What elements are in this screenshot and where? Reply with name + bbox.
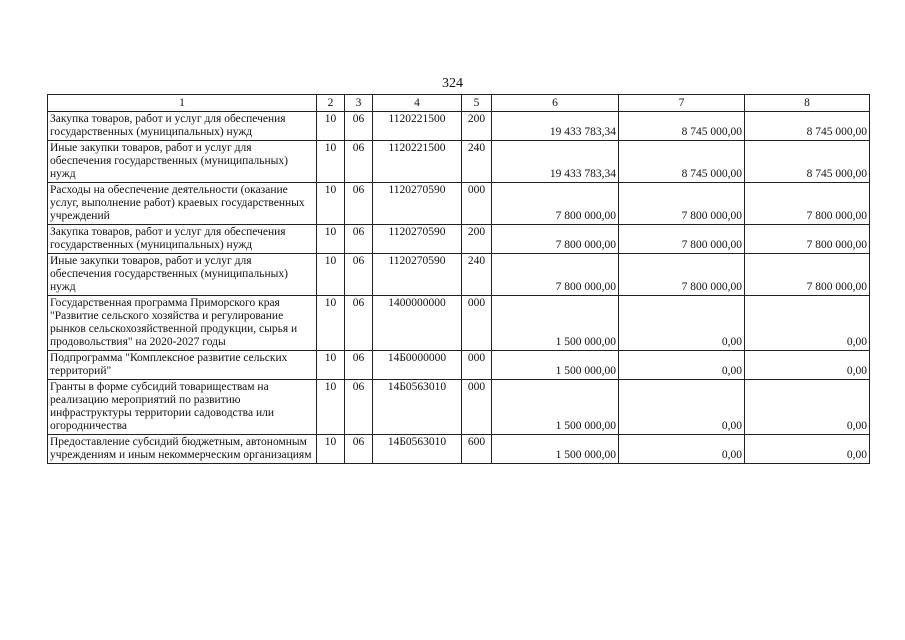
subsection-code: 06: [345, 112, 373, 141]
amount-col6: 1 500 000,00: [492, 296, 619, 351]
amount-col6: 7 800 000,00: [492, 225, 619, 254]
amount-col7: 0,00: [619, 351, 745, 380]
subsection-code: 06: [345, 435, 373, 464]
amount-col8: 0,00: [745, 351, 870, 380]
expense-type-code: 000: [462, 296, 492, 351]
header-cell: 3: [345, 95, 373, 112]
header-cell: 2: [317, 95, 345, 112]
expense-type-code: 240: [462, 141, 492, 183]
section-code: 10: [317, 141, 345, 183]
target-article-code: 1120270590: [373, 254, 462, 296]
section-code: 10: [317, 112, 345, 141]
expense-type-code: 000: [462, 380, 492, 435]
item-name: Закупка товаров, работ и услуг для обеспечения государственных (муниципальных) нужд: [48, 225, 317, 254]
target-article-code: 14Б0563010: [373, 380, 462, 435]
item-name: Закупка товаров, работ и услуг для обеспечения государственных (муниципальных) нужд: [48, 112, 317, 141]
table-row: [48, 296, 870, 351]
amount-col7: 7 800 000,00: [619, 183, 745, 225]
amount-col8: 7 800 000,00: [745, 225, 870, 254]
target-article-code: 1120221500: [373, 141, 462, 183]
subsection-code: 06: [345, 296, 373, 351]
item-name: Иные закупки товаров, работ и услуг для обеспечения государственных (муниципальных) нужд: [48, 254, 317, 296]
target-article-code: 1120221500: [373, 112, 462, 141]
section-code: 10: [317, 380, 345, 435]
expense-type-code: 200: [462, 112, 492, 141]
amount-col8: 7 800 000,00: [745, 254, 870, 296]
expense-type-code: 240: [462, 254, 492, 296]
expense-type-code: 000: [462, 183, 492, 225]
page-number: 324: [442, 76, 463, 91]
expense-type-code: 000: [462, 351, 492, 380]
header-cell: 1: [48, 95, 317, 112]
header-cell: 8: [745, 95, 870, 112]
amount-col8: 8 745 000,00: [745, 112, 870, 141]
target-article-code: 14Б0563010: [373, 435, 462, 464]
target-article-code: 1120270590: [373, 225, 462, 254]
amount-col6: 7 800 000,00: [492, 254, 619, 296]
amount-col6: 1 500 000,00: [492, 380, 619, 435]
item-name: Гранты в форме субсидий товариществам на реализацию мероприятий по развитию инфраструктуры территории садоводства или огородничества: [48, 380, 317, 435]
header-cell: 5: [462, 95, 492, 112]
item-name: Подпрограмма "Комплексное развитие сельских территорий": [48, 351, 317, 380]
subsection-code: 06: [345, 225, 373, 254]
expense-type-code: 200: [462, 225, 492, 254]
table-row: [48, 183, 870, 225]
subsection-code: 06: [345, 351, 373, 380]
amount-col6: 19 433 783,34: [492, 141, 619, 183]
amount-col8: 8 745 000,00: [745, 141, 870, 183]
header-cell: 7: [619, 95, 745, 112]
subsection-code: 06: [345, 380, 373, 435]
header-cell: 6: [492, 95, 619, 112]
item-name: Государственная программа Приморского края "Развитие сельского хозяйства и регулирование рынков сельскохозяйственной продукции, сырья и продовольствия" на 2020-2027 годы: [48, 296, 317, 351]
section-code: 10: [317, 435, 345, 464]
table-row: [48, 435, 870, 464]
table-row: [48, 141, 870, 183]
amount-col6: 1 500 000,00: [492, 435, 619, 464]
table-row: [48, 380, 870, 435]
table-row: [48, 254, 870, 296]
amount-col8: 0,00: [745, 380, 870, 435]
amount-col7: 0,00: [619, 435, 745, 464]
amount-col6: 7 800 000,00: [492, 183, 619, 225]
subsection-code: 06: [345, 183, 373, 225]
header-row: [48, 95, 870, 112]
subsection-code: 06: [345, 141, 373, 183]
section-code: 10: [317, 351, 345, 380]
amount-col6: 1 500 000,00: [492, 351, 619, 380]
amount-col6: 19 433 783,34: [492, 112, 619, 141]
amount-col7: 7 800 000,00: [619, 254, 745, 296]
amount-col7: 0,00: [619, 296, 745, 351]
expense-type-code: 600: [462, 435, 492, 464]
item-name: Расходы на обеспечение деятельности (оказание услуг, выполнение работ) краевых государственных учреждений: [48, 183, 317, 225]
section-code: 10: [317, 183, 345, 225]
subsection-code: 06: [345, 254, 373, 296]
item-name: Иные закупки товаров, работ и услуг для обеспечения государственных (муниципальных) нужд: [48, 141, 317, 183]
amount-col8: 7 800 000,00: [745, 183, 870, 225]
table-row: [48, 112, 870, 141]
table-row: [48, 351, 870, 380]
section-code: 10: [317, 225, 345, 254]
amount-col7: 8 745 000,00: [619, 112, 745, 141]
target-article-code: 14Б0000000: [373, 351, 462, 380]
item-name: Предоставление субсидий бюджетным, автономным учреждениям и иным некоммерческим организациям: [48, 435, 317, 464]
amount-col7: 8 745 000,00: [619, 141, 745, 183]
section-code: 10: [317, 254, 345, 296]
section-code: 10: [317, 296, 345, 351]
amount-col7: 0,00: [619, 380, 745, 435]
amount-col8: 0,00: [745, 435, 870, 464]
amount-col7: 7 800 000,00: [619, 225, 745, 254]
table-row: [48, 225, 870, 254]
target-article-code: 1400000000: [373, 296, 462, 351]
target-article-code: 1120270590: [373, 183, 462, 225]
budget-table: [47, 94, 870, 464]
header-cell: 4: [373, 95, 462, 112]
amount-col8: 0,00: [745, 296, 870, 351]
